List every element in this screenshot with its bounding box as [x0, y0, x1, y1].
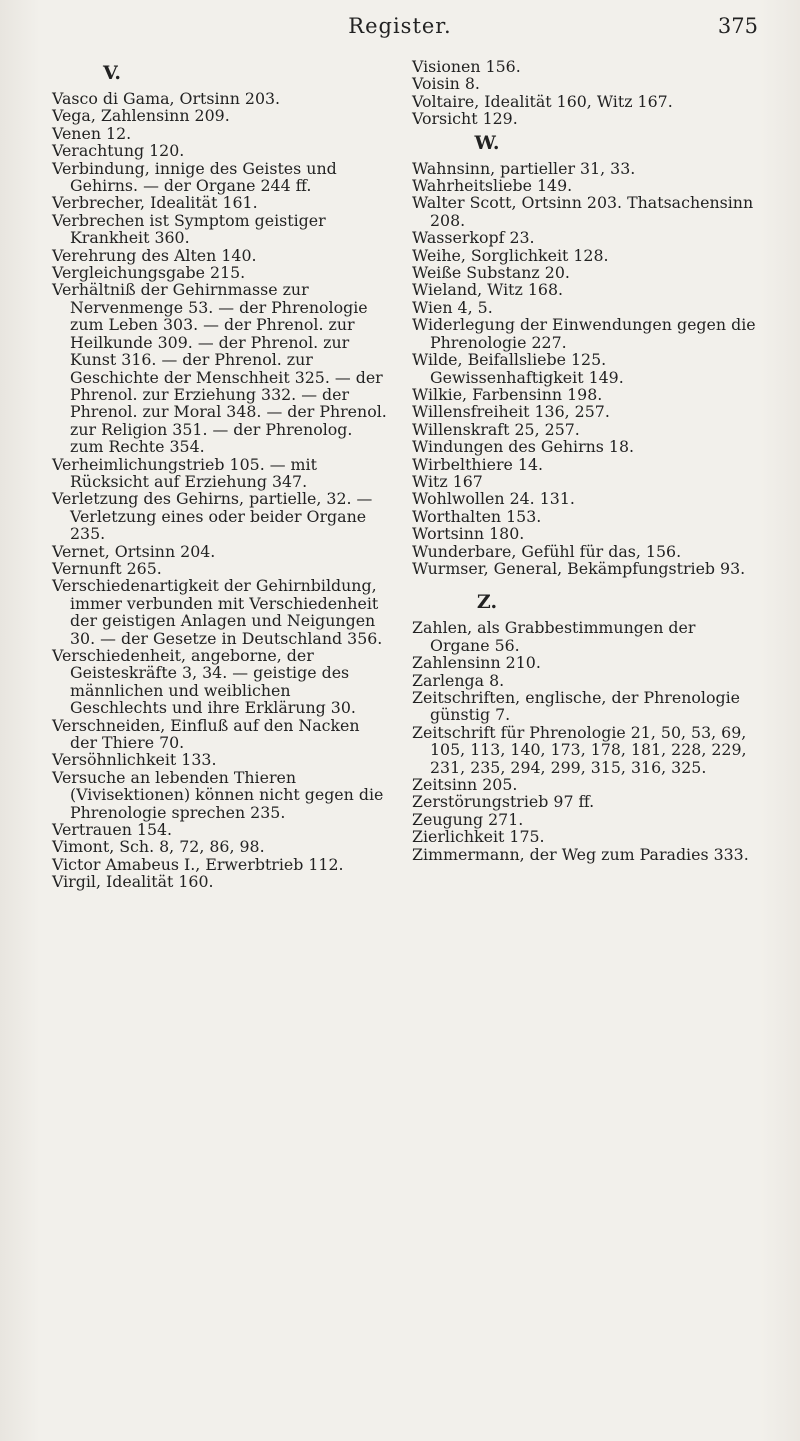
index-entry: Zeitschrift für Phrenologie 21, 50, 53, 69, 105, 113, 140, 173, 178, 181, 228, 229, 231, 235, 294, 299, 315, 316, 325.: [412, 722, 747, 777]
index-column-left: [52, 58, 390, 891]
index-entry: Vorsicht 129.: [412, 109, 518, 129]
index-entry: Wieland, Witz 168.: [412, 280, 564, 300]
index-entry: Venen 12.: [52, 123, 132, 143]
section-letter-v: V.: [102, 62, 122, 84]
index-entry: Vernunft 265.: [52, 558, 162, 578]
index-entry: Visionen 156.: [412, 57, 521, 76]
index-entry: Wahrheitsliebe 149.: [412, 176, 573, 196]
index-entry: Wien 4, 5.: [412, 297, 493, 317]
page-header: [0, 14, 800, 44]
index-entry: Willenskraft 25, 257.: [412, 419, 580, 439]
entry-list-w: [412, 160, 756, 578]
index-entry: Wortsinn 180.: [412, 524, 525, 544]
index-entry: Victor Amabeus I., Erwerbtrieb 112.: [52, 854, 344, 874]
index-entry: Weiße Substanz 20.: [412, 263, 570, 283]
index-entry: Zahlensinn 210.: [412, 653, 541, 673]
index-entry: Vernet, Ortsinn 204.: [52, 541, 216, 561]
index-entry: Verbrechen ist Symptom geistiger Krankheit 360.: [52, 210, 326, 248]
index-entry: Verhältniß der Gehirnmasse zur Nervenmenge 53. — der Phrenologie zum Leben 303. — der Phrenol. zur Heilkunde 309. — der Phrenol. zur Kunst 316. — der Phrenol. zur Geschichte der Menschheit 325. — der Phrenol. zur Erziehung 332. — der Phrenol. zur Moral 348. — der Phrenol. zur Religion 351. — der Phrenolog. zum Rechte 354.: [52, 280, 387, 457]
index-entry: Zerstörungstrieb 97 ff.: [412, 792, 595, 812]
index-entry: Wunderbare, Gefühl für das, 156.: [412, 541, 682, 561]
index-entry: Vergleichungsgabe 215.: [52, 263, 246, 283]
index-entry: Virgil, Idealität 160.: [52, 872, 214, 892]
index-entry: Verachtung 120.: [52, 141, 185, 161]
index-entry: Vimont, Sch. 8, 72, 86, 98.: [52, 837, 265, 857]
index-entry: Wilkie, Farbensinn 198.: [412, 384, 603, 404]
page-number: 375: [717, 14, 758, 38]
index-entry: Wohlwollen 24. 131.: [412, 489, 575, 509]
index-entry: Wurmser, General, Bekämpfungstrieb 93.: [412, 558, 746, 578]
index-entry: Versöhnlichkeit 133.: [52, 750, 217, 770]
index-entry: Willensfreiheit 136, 257.: [412, 402, 610, 422]
index-entry: Worthalten 153.: [412, 506, 542, 526]
index-entry: Wasserkopf 23.: [412, 228, 535, 248]
index-entry: Vega, Zahlensinn 209.: [52, 106, 230, 126]
index-entry: Zierlichkeit 175.: [412, 827, 545, 847]
index-entry: Verletzung des Gehirns, partielle, 32. — Verletzung eines oder beider Organe 235.: [52, 489, 373, 544]
index-entry: Wirbelthiere 14.: [412, 454, 544, 474]
index-entry: Zahlen, als Grabbestimmungen der Organe 56.: [412, 618, 696, 655]
entry-list-v-continued: [412, 58, 756, 128]
index-entry: Walter Scott, Ortsinn 203. Thatsachensinn 208.: [412, 193, 754, 230]
entry-list-z: [412, 619, 756, 863]
index-entry: Voltaire, Idealität 160, Witz 167.: [412, 91, 673, 111]
index-entry: Witz 167: [412, 471, 483, 491]
index-entry: Verschiedenheit, angeborne, der Geisteskräfte 3, 34. — geistige des männlichen und weiblichen Geschlechts und ihre Erklärung 30.: [52, 646, 356, 718]
index-entry: Verschneiden, Einfluß auf den Nacken der Thiere 70.: [52, 715, 360, 753]
index-entry: Voisin 8.: [412, 74, 480, 94]
index-entry: Verbrecher, Idealität 161.: [52, 193, 258, 213]
index-entry: Weihe, Sorglichkeit 128.: [412, 245, 609, 265]
index-entry: Verschiedenartigkeit der Gehirnbildung, immer verbunden mit Verschiedenheit der geistigen Anlagen und Neigungen 30. — der Gesetze in Deutschland 356.: [52, 576, 383, 648]
index-entry: Zarlenga 8.: [412, 670, 505, 690]
index-column-right: [412, 58, 756, 863]
entry-list-v: [52, 90, 390, 891]
running-title: Register.: [348, 14, 452, 38]
index-entry: Zeitschriften, englische, der Phrenologie günstig 7.: [412, 688, 740, 725]
index-entry: Zimmermann, der Weg zum Paradies 333.: [412, 844, 749, 864]
index-entry: Widerlegung der Einwendungen gegen die Phrenologie 227.: [412, 315, 756, 352]
section-letter-z: Z.: [476, 591, 498, 614]
index-entry: Zeugung 271.: [412, 809, 524, 829]
index-entry: Vertrauen 154.: [52, 820, 173, 840]
index-entry: Vasco di Gama, Ortsinn 203.: [52, 89, 281, 108]
section-letter-w: W.: [474, 131, 500, 154]
index-entry: Windungen des Gehirns 18.: [412, 437, 635, 457]
index-entry: Verehrung des Alten 140.: [52, 245, 257, 265]
index-entry: Wilde, Beifallsliebe 125. Gewissenhaftigkeit 149.: [412, 350, 624, 387]
index-entry: Wahnsinn, partieller 31, 33.: [412, 158, 636, 178]
index-entry: Zeitsinn 205.: [412, 775, 518, 795]
index-entry: Versuche an lebenden Thieren (Vivisektionen) können nicht gegen die Phrenologie sprechen 235.: [52, 767, 384, 822]
index-entry: Verheimlichungstrieb 105. — mit Rücksicht auf Erziehung 347.: [52, 454, 317, 491]
index-entry: Verbindung, innige des Geistes und Gehirns. — der Organe 244 ff.: [52, 158, 337, 196]
